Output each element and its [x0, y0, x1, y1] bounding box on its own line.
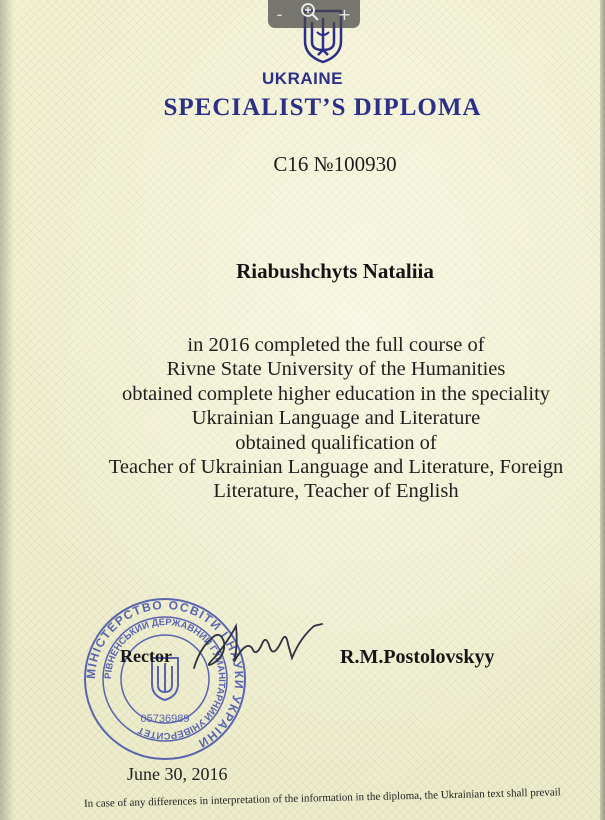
- zoom-in-button[interactable]: +: [337, 4, 352, 24]
- country-heading: UKRAINE: [262, 69, 343, 88]
- seal-code: 05736989: [140, 713, 190, 725]
- disclaimer-text: In case of any differences in interpretation of the information in the diploma, the Ukrainian text shall prevail: [83, 786, 561, 810]
- diploma-title: SPECIALIST’S DIPLOMA: [163, 94, 482, 121]
- zoom-toolbar: [268, 0, 360, 28]
- zoom-icon[interactable]: [300, 2, 320, 26]
- body-line: Teacher of Ukrainian Language and Literature, Foreign: [108, 456, 564, 479]
- rector-label: Rector: [120, 646, 172, 666]
- body-line: Literature, Teacher of English: [213, 480, 459, 503]
- seal-inner-text: РІВНЕНСЬКИЙ ДЕРЖАВНИЙ ГУМАНІТАРНИЙ УНІВЕРСИТЕТ: [102, 616, 228, 742]
- rector-signature: [190, 618, 325, 676]
- diploma-number: C16 №100930: [273, 152, 397, 176]
- body-line: Ukrainian Language and Literature: [191, 407, 481, 430]
- magnifier-zoom-icon: [300, 2, 320, 22]
- zoom-out-button[interactable]: -: [276, 4, 283, 24]
- diploma-body: [0, 333, 605, 504]
- body-line: obtained qualification of: [235, 431, 437, 454]
- body-line: Rivne State University of the Humanities: [166, 358, 506, 381]
- seal-outer-text: МІНІСТЕРСТВО ОСВІТИ І НАУКИ УКРАЇНИ: [83, 597, 247, 752]
- issue-date: June 30, 2016: [127, 764, 228, 784]
- holder-name: Riabushchyts Nataliia: [236, 259, 434, 283]
- body-line: in 2016 completed the full course of: [187, 334, 485, 356]
- body-line: obtained complete higher education in the speciality: [121, 382, 551, 405]
- rector-name: R.M.Postolovskyy: [340, 646, 495, 668]
